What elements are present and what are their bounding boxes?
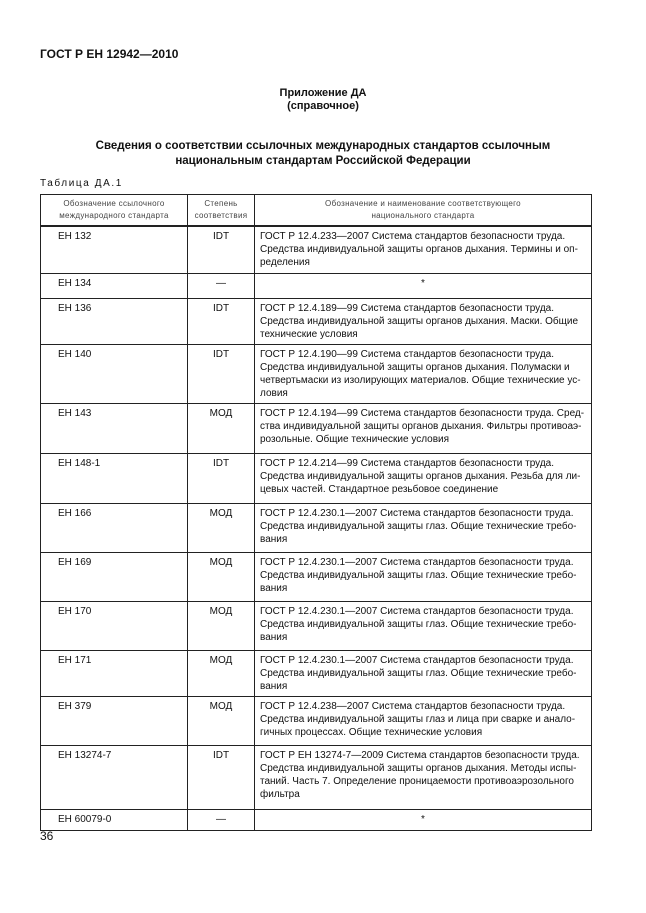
table-caption: Таблица ДА.1 [40,178,123,189]
national-standard-line: Средства индивидуальной защиты органов дыхания. Маски. Общие [260,315,579,327]
document-header: ГОСТ Р ЕН 12942—2010 [40,47,179,61]
national-standard-line: ГОСТ Р 12.4.190—99 Система стандартов безопасности труда. [260,348,555,360]
table-row [41,696,592,745]
national-standard [255,696,592,745]
national-standard-line: * [421,813,425,825]
national-standard-line: ределения [260,257,310,268]
reference-standard: ЕН 132 [41,226,188,273]
national-standard [255,809,592,830]
national-standard-line: вания [260,582,288,594]
national-standard-line: ГОСТ Р 12.4.230.1—2007 Система стандартов безопасности труда. [260,507,574,519]
national-standard [255,298,592,344]
reference-standard: ЕН 60079-0 [41,809,188,830]
conformity-degree: — [188,273,255,298]
national-standard [255,453,592,503]
national-standard-line: * [421,277,425,289]
table-row [41,403,592,453]
national-standard [255,403,592,453]
national-standard-line: вания [260,533,288,545]
national-standard [255,745,592,809]
appendix-note: (справочное) [287,100,359,112]
national-standard-line: вания [260,680,288,692]
national-standard-line: ГОСТ Р ЕН 13274-7—2009 Система стандартов безопасности труда. [260,749,580,761]
conformity-degree: IDT [188,453,255,503]
header-line: национального стандарта [371,211,475,220]
reference-standard: ЕН 379 [41,696,188,745]
national-standard-line: ГОСТ Р 12.4.238—2007 Система стандартов безопасности труда. [260,700,566,712]
national-standard-line: технические условия [260,328,358,340]
appendix-title: Приложение ДА [279,87,367,99]
national-standard-line: фильтра [260,788,300,800]
header-line: Обозначение ссылочного [63,199,165,208]
national-standard [255,601,592,650]
section-title-line-2: национальным стандартам Российской Федерации [175,155,471,167]
conformity-degree: МОД [188,601,255,650]
conformity-degree: МОД [188,552,255,601]
reference-standard: ЕН 148-1 [41,453,188,503]
national-standard-line: Средства индивидуальной защиты органов дыхания. Методы испы- [260,762,577,774]
national-standard-line: вания [260,631,288,643]
conformity-degree: IDT [188,745,255,809]
table-row [41,503,592,552]
conformity-degree: МОД [188,503,255,552]
conformity-degree: IDT [188,344,255,403]
reference-standard: ЕН 170 [41,601,188,650]
table-row [41,226,592,273]
national-standard-line: ГОСТ Р 12.4.230.1—2007 Система стандартов безопасности труда. [260,654,574,666]
national-standard [255,273,592,298]
column-header-national [255,195,592,227]
national-standard-line: ловия [260,387,288,399]
national-standard-line: Средства индивидуальной защиты глаз. Общие технические требо- [260,569,577,581]
national-standard-line: Средства индивидуальной защиты органов дыхания. Резьба для ли- [260,470,581,482]
national-standard-line: Средства индивидуальной защиты глаз. Общие технические требо- [260,618,577,630]
column-header-ref [41,195,188,227]
national-standard-line: таний. Часть 7. Определение проницаемости противоаэрозольного [260,775,574,787]
conformity-degree: — [188,809,255,830]
national-standard [255,650,592,696]
page-number: 36 [40,829,54,843]
reference-standard: ЕН 134 [41,273,188,298]
table-row [41,298,592,344]
national-standard [255,226,592,273]
national-standard [255,344,592,403]
table-row [41,650,592,696]
national-standard-line: ГОСТ Р 12.4.214—99 Система стандартов безопасности труда. [260,457,555,469]
national-standard-line: ГОСТ Р 12.4.230.1—2007 Система стандартов безопасности труда. [260,556,574,568]
correspondence-table [40,194,592,831]
table-header-row [41,195,592,227]
header-line: международного стандарта [59,211,169,220]
header-line: Обозначение и наименование соответствующего [325,199,521,208]
table-row [41,745,592,809]
conformity-degree: МОД [188,650,255,696]
section-title-line-1: Сведения о соответствии ссылочных международных стандартов ссылочным [95,140,551,152]
national-standard [255,503,592,552]
national-standard-line: цевых частей. Стандартное резьбовое соединение [260,483,499,495]
conformity-degree: МОД [188,403,255,453]
table-row [41,552,592,601]
national-standard-line: ства индивидуальной защиты органов дыхания. Фильтры противоаэ- [260,420,582,432]
national-standard-line: розольные. Общие технические условия [260,433,450,445]
table-row [41,453,592,503]
table-row [41,273,592,298]
table-row [41,809,592,830]
reference-standard: ЕН 166 [41,503,188,552]
national-standard-line: Средства индивидуальной защиты глаз. Общие технические требо- [260,520,577,532]
national-standard-line: ГОСТ Р 12.4.189—99 Система стандартов безопасности труда. [260,302,555,314]
conformity-degree: МОД [188,696,255,745]
reference-standard: ЕН 143 [41,403,188,453]
national-standard-line: Средства индивидуальной защиты глаз. Общие технические требо- [260,667,577,679]
reference-standard: ЕН 136 [41,298,188,344]
reference-standard: ЕН 171 [41,650,188,696]
conformity-degree: IDT [188,226,255,273]
national-standard-line: гичных процессах. Общие технические условия [260,726,483,738]
national-standard-line: Средства индивидуальной защиты глаз и лица при сварке и анало- [260,713,576,725]
reference-standard: ЕН 13274-7 [41,745,188,809]
reference-standard: ЕН 140 [41,344,188,403]
national-standard-line: Средства индивидуальной защиты органов дыхания. Термины и оп- [260,244,578,255]
national-standard-line: ГОСТ Р 12.4.194—99 Система стандартов безопасности труда. Сред- [260,407,585,419]
national-standard-line: ГОСТ Р 12.4.230.1—2007 Система стандартов безопасности труда. [260,605,574,617]
header-line: Степень [204,199,238,208]
header-line: соответствия [194,211,248,220]
conformity-degree: IDT [188,298,255,344]
national-standard-line: ГОСТ Р 12.4.233—2007 Система стандартов безопасности труда. [260,231,566,242]
column-header-degree [188,195,255,227]
table-row [41,601,592,650]
national-standard [255,552,592,601]
national-standard-line: четвертьмаски из изолирующих материалов. Общие технические ус- [260,374,581,386]
national-standard-line: Средства индивидуальной защиты органов дыхания. Полумаски и [260,361,570,373]
reference-standard: ЕН 169 [41,552,188,601]
table-row [41,344,592,403]
